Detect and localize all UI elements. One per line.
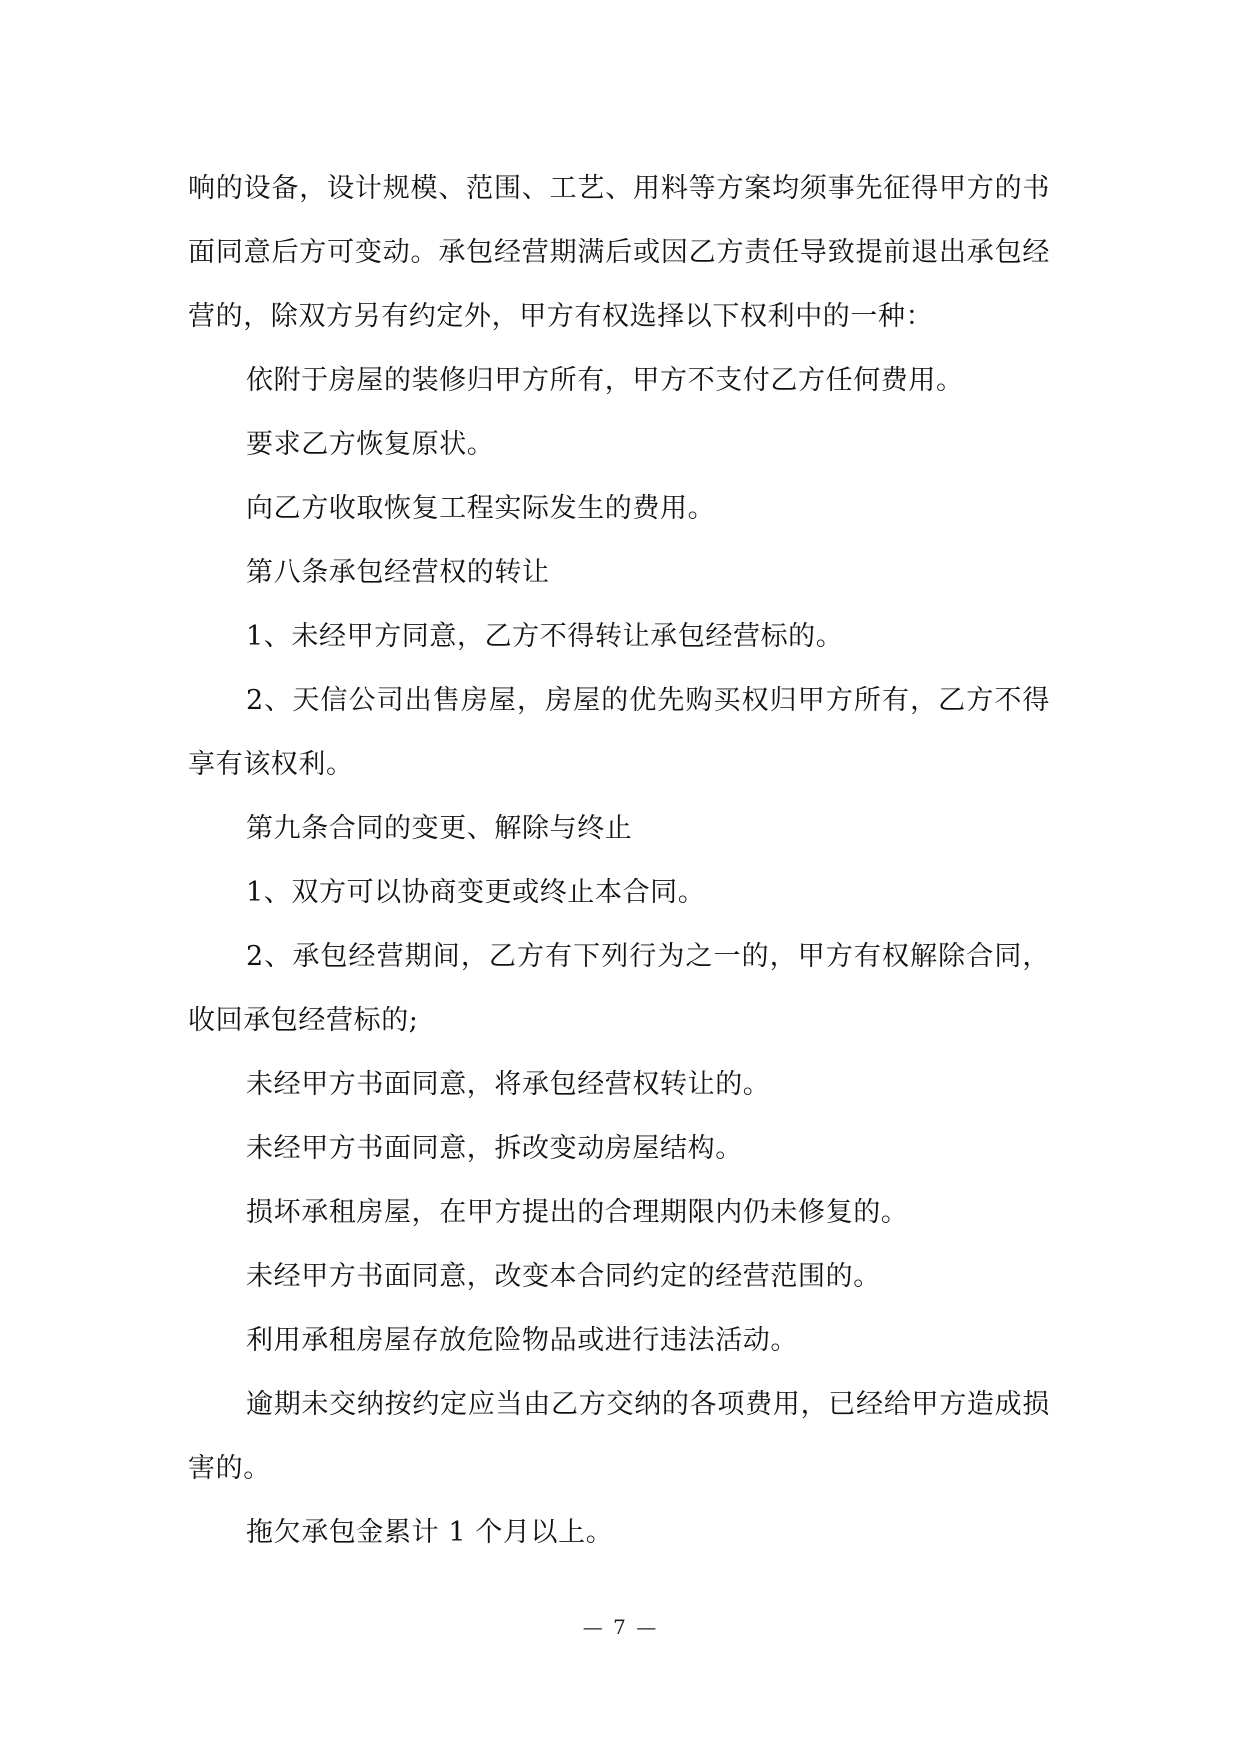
termination-clause-6: 逾期未交纳按约定应当由乙方交纳的各项费用，已经给甲方造成损害的。	[188, 1389, 1050, 1484]
termination-clause-1: 未经甲方书面同意，将承包经营权转让的。	[246, 1069, 771, 1100]
termination-clause-7: 拖欠承包金累计 1 个月以上。	[246, 1517, 614, 1548]
termination-clause-2: 未经甲方书面同意，拆改变动房屋结构。	[246, 1133, 743, 1164]
article-9-item-1: 1、双方可以协商变更或终止本合同。	[246, 877, 706, 908]
paragraph-continuation: 响的设备，设计规模、范围、工艺、用料等方案均须事先征得甲方的书面同意后方可变动。承包经营期满后或因乙方责任导致提前退出承包经营的，除双方另有约定外，甲方有权选择以下权利中的一种：	[188, 173, 1050, 332]
page-number: — 7 —	[582, 1615, 659, 1639]
document-body	[188, 157, 1050, 1565]
article-8-heading: 第八条承包经营权的转让	[246, 557, 550, 588]
paragraph-option-cost: 向乙方收取恢复工程实际发生的费用。	[246, 493, 716, 524]
paragraph-option-renovation: 依附于房屋的装修归甲方所有，甲方不支付乙方任何费用。	[246, 365, 964, 396]
termination-clause-3: 损坏承租房屋，在甲方提出的合理期限内仍未修复的。	[246, 1197, 909, 1228]
article-8-item-1: 1、未经甲方同意，乙方不得转让承包经营标的。	[246, 621, 844, 652]
termination-clause-5: 利用承租房屋存放危险物品或进行违法活动。	[246, 1325, 798, 1356]
article-9-item-2: 2、承包经营期间，乙方有下列行为之一的，甲方有权解除合同，收回承包经营标的;	[188, 941, 1050, 1036]
termination-clause-4: 未经甲方书面同意，改变本合同约定的经营范围的。	[246, 1261, 881, 1292]
article-9-heading: 第九条合同的变更、解除与终止	[246, 813, 633, 844]
article-8-item-2: 2、天信公司出售房屋，房屋的优先购买权归甲方所有，乙方不得享有该权利。	[188, 685, 1050, 780]
paragraph-option-restore: 要求乙方恢复原状。	[246, 429, 495, 460]
